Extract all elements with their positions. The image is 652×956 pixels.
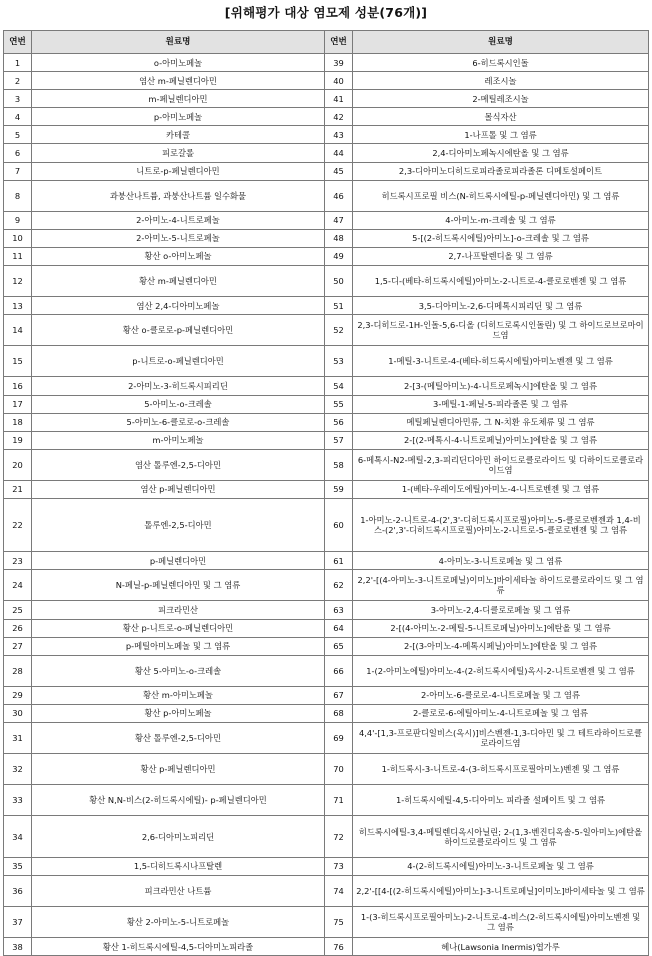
ingredient-name-right: 1,5-디-(베타-히드록시에틸)아미노-2-니트로-4-클로로벤젠 및 그 염류 xyxy=(353,266,649,297)
row-number-right: 76 xyxy=(325,938,353,956)
table-row xyxy=(4,266,649,297)
row-number-right: 52 xyxy=(325,315,353,346)
row-number-left: 20 xyxy=(4,449,32,480)
ingredient-name-right: 2-클로로-6-에틸아미노-4-니트로페놀 및 그 염류 xyxy=(353,704,649,722)
row-number-right: 43 xyxy=(325,126,353,144)
row-number-right: 55 xyxy=(325,395,353,413)
ingredient-name-right: 2-[(2-메톡시-4-니트로페닐)아미노]에탄올 및 그 염류 xyxy=(353,431,649,449)
ingredient-name-right: 2,3-디아미노디히드로피라졸로피라졸론 디메토설페이트 xyxy=(353,162,649,180)
ingredient-name-right: 2,2'-[[4-[(2-히드록시에틸)아미노]-3-니트로페닐]이미노]바이세타놀 및 그 염류 xyxy=(353,875,649,906)
ingredient-name-left: 2-아미노-5-니트로페놀 xyxy=(32,229,325,247)
row-number-right: 62 xyxy=(325,570,353,601)
ingredient-name-left: 1,5-디히드록시나프탈렌 xyxy=(32,857,325,875)
ingredient-name-right: 6-메톡시-N2-메틸-2,3-피리딘디아민 하이드로클로라이드 및 디하이드로클로라이드염 xyxy=(353,449,649,480)
ingredient-name-left: 염산 p-페닐렌디아민 xyxy=(32,480,325,498)
ingredient-name-left: 피로갈롤 xyxy=(32,144,325,162)
ingredient-name-right: 2-아미노-6-클로로-4-니트로페놀 및 그 염류 xyxy=(353,686,649,704)
row-number-right: 68 xyxy=(325,704,353,722)
ingredient-name-right: 4-아미노-3-니트로페놀 및 그 염류 xyxy=(353,552,649,570)
row-number-right: 42 xyxy=(325,108,353,126)
ingredient-name-left: o-아미노페놀 xyxy=(32,54,325,72)
ingredient-name-right: 1-(2-아미노에틸)아미노-4-(2-히드록시에틸)옥시-2-니트로벤젠 및 그 염류 xyxy=(353,655,649,686)
table-row xyxy=(4,570,649,601)
table-row xyxy=(4,723,649,754)
row-number-right: 58 xyxy=(325,449,353,480)
row-number-right: 54 xyxy=(325,377,353,395)
ingredient-name-right: 2,2'-[(4-아미노-3-니트로페닐)이미노]바이세타놀 하이드로클로라이드 및 그 염류 xyxy=(353,570,649,601)
header-no-right: 연번 xyxy=(325,31,353,54)
row-number-left: 25 xyxy=(4,601,32,619)
row-number-right: 73 xyxy=(325,857,353,875)
row-number-left: 21 xyxy=(4,480,32,498)
ingredient-name-right: 메틸페닐렌디아민류, 그 N-치환 유도체류 및 그 염류 xyxy=(353,413,649,431)
ingredient-name-left: 2-아미노-4-니트로페놀 xyxy=(32,211,325,229)
ingredient-name-left: 황산 1-히드록시에틸-4,5-디아미노피라졸 xyxy=(32,938,325,956)
row-number-right: 47 xyxy=(325,211,353,229)
ingredient-name-left: 5-아미노-6-클로로-o-크레솔 xyxy=(32,413,325,431)
table-row xyxy=(4,297,649,315)
ingredient-name-right: 1-메틸-3-니트로-4-(베타-히드록시에틸)아미노벤젠 및 그 염류 xyxy=(353,346,649,377)
row-number-left: 17 xyxy=(4,395,32,413)
table-row xyxy=(4,229,649,247)
ingredient-name-left: 황산 m-아미노페놀 xyxy=(32,686,325,704)
ingredient-name-right: 히드록시에틸-3,4-메틸렌디옥시아닐린; 2-(1,3-벤진디옥솔-5-일아미노)에탄올 하이드로클로라이드 및 그 염류 xyxy=(353,816,649,858)
ingredient-name-left: 염산 톨루엔-2,5-디아민 xyxy=(32,449,325,480)
ingredient-name-left: 톨루엔-2,5-디아민 xyxy=(32,498,325,551)
row-number-left: 19 xyxy=(4,431,32,449)
table-row xyxy=(4,211,649,229)
row-number-left: 15 xyxy=(4,346,32,377)
row-number-left: 16 xyxy=(4,377,32,395)
row-number-left: 9 xyxy=(4,211,32,229)
ingredient-name-left: m-아미노페놀 xyxy=(32,431,325,449)
table-row xyxy=(4,346,649,377)
document-title: [위해평가 대상 염모제 성분(76개)] xyxy=(224,5,428,20)
row-number-left: 14 xyxy=(4,315,32,346)
ingredient-name-left: 니트로-p-페닐렌디아민 xyxy=(32,162,325,180)
table-row xyxy=(4,686,649,704)
row-number-right: 40 xyxy=(325,72,353,90)
table-row xyxy=(4,54,649,72)
table-row xyxy=(4,144,649,162)
ingredient-name-left: 황산 2-아미노-5-니트로페놀 xyxy=(32,906,325,937)
ingredient-name-left: 2,6-디아미노피리딘 xyxy=(32,816,325,858)
row-number-left: 10 xyxy=(4,229,32,247)
table-row xyxy=(4,72,649,90)
row-number-left: 4 xyxy=(4,108,32,126)
ingredient-name-right: 헤나(Lawsonia Inermis)엽가루 xyxy=(353,938,649,956)
row-number-right: 63 xyxy=(325,601,353,619)
row-number-right: 74 xyxy=(325,875,353,906)
ingredient-name-right: 2,4-디아미노페녹시에탄올 및 그 염류 xyxy=(353,144,649,162)
row-number-left: 11 xyxy=(4,247,32,265)
table-row xyxy=(4,938,649,956)
ingredient-name-left: 카테콜 xyxy=(32,126,325,144)
row-number-left: 32 xyxy=(4,754,32,785)
row-number-right: 75 xyxy=(325,906,353,937)
ingredient-name-left: 황산 p-아미노페놀 xyxy=(32,704,325,722)
row-number-left: 22 xyxy=(4,498,32,551)
row-number-left: 8 xyxy=(4,180,32,211)
ingredient-name-left: 피크라민산 xyxy=(32,601,325,619)
ingredient-name-right: 6-히드록시인돌 xyxy=(353,54,649,72)
ingredient-name-right: 1-(3-히드록시프로필아미노)-2-니트로-4-비스(2-히드록시에틸)아미노벤젠 및 그 염류 xyxy=(353,906,649,937)
ingredient-name-left: 염산 m-페닐렌디아민 xyxy=(32,72,325,90)
row-number-right: 41 xyxy=(325,90,353,108)
table-body xyxy=(4,54,649,956)
ingredient-name-right: 레조시놀 xyxy=(353,72,649,90)
table-row xyxy=(4,704,649,722)
row-number-right: 70 xyxy=(325,754,353,785)
ingredient-name-left: 2-아미노-3-히드록시피리딘 xyxy=(32,377,325,395)
row-number-left: 31 xyxy=(4,723,32,754)
header-name-left: 원료명 xyxy=(32,31,325,54)
row-number-right: 50 xyxy=(325,266,353,297)
row-number-left: 34 xyxy=(4,816,32,858)
row-number-left: 23 xyxy=(4,552,32,570)
table-row xyxy=(4,413,649,431)
row-number-right: 71 xyxy=(325,785,353,816)
row-number-right: 53 xyxy=(325,346,353,377)
ingredient-name-left: 5-아미노-o-크레솔 xyxy=(32,395,325,413)
row-number-right: 57 xyxy=(325,431,353,449)
ingredient-name-right: 1-히드록시-3-니트로-4-(3-히드록시프로필아미노)벤젠 및 그 염류 xyxy=(353,754,649,785)
table-row xyxy=(4,655,649,686)
table-row xyxy=(4,90,649,108)
table-row xyxy=(4,126,649,144)
table-row xyxy=(4,754,649,785)
row-number-right: 56 xyxy=(325,413,353,431)
row-number-right: 66 xyxy=(325,655,353,686)
row-number-right: 51 xyxy=(325,297,353,315)
ingredient-name-left: 염산 2,4-디아미노페놀 xyxy=(32,297,325,315)
row-number-right: 69 xyxy=(325,723,353,754)
row-number-right: 45 xyxy=(325,162,353,180)
ingredient-name-left: 황산 m-페닐렌디아민 xyxy=(32,266,325,297)
row-number-right: 64 xyxy=(325,619,353,637)
table-row xyxy=(4,108,649,126)
table-row xyxy=(4,552,649,570)
row-number-left: 3 xyxy=(4,90,32,108)
ingredient-name-left: N-페닐-p-페닐렌디아민 및 그 염류 xyxy=(32,570,325,601)
row-number-left: 13 xyxy=(4,297,32,315)
ingredient-name-right: 1-히드록시에틸-4,5-디아미노 피라졸 설페이트 및 그 염류 xyxy=(353,785,649,816)
ingredient-name-left: 황산 o-클로로-p-페닐렌디아민 xyxy=(32,315,325,346)
row-number-right: 59 xyxy=(325,480,353,498)
ingredient-name-right: 3,5-디아미노-2,6-디메톡시피리딘 및 그 염류 xyxy=(353,297,649,315)
ingredient-name-right: 히드록시프로필 비스(N-히드록시에틸-p-페닐렌디아민) 및 그 염류 xyxy=(353,180,649,211)
row-number-left: 7 xyxy=(4,162,32,180)
row-number-left: 5 xyxy=(4,126,32,144)
ingredient-name-right: 2-[(4-아미노-2-메틸-5-니트로페닐)아미노]에탄올 및 그 염류 xyxy=(353,619,649,637)
ingredient-name-right: 몰식자산 xyxy=(353,108,649,126)
row-number-left: 30 xyxy=(4,704,32,722)
table-row xyxy=(4,315,649,346)
ingredient-name-right: 1-(베타-우레이도에틸)아미노-4-니트로벤젠 및 그 염류 xyxy=(353,480,649,498)
ingredient-name-right: 2-[3-(메틸아미노)-4-니트로페녹시]에탄올 및 그 염류 xyxy=(353,377,649,395)
ingredient-name-left: p-메틸아미노페놀 및 그 염류 xyxy=(32,637,325,655)
table-row xyxy=(4,816,649,858)
table-header-row xyxy=(4,31,649,54)
ingredient-table xyxy=(3,30,649,956)
table-row xyxy=(4,637,649,655)
row-number-right: 39 xyxy=(325,54,353,72)
row-number-right: 72 xyxy=(325,816,353,858)
row-number-left: 26 xyxy=(4,619,32,637)
row-number-right: 61 xyxy=(325,552,353,570)
table-row xyxy=(4,449,649,480)
ingredient-name-left: p-니트로-o-페닐렌디아민 xyxy=(32,346,325,377)
row-number-right: 48 xyxy=(325,229,353,247)
ingredient-name-left: 황산 o-아미노페놀 xyxy=(32,247,325,265)
ingredient-name-left: 황산 톨루엔-2,5-디아민 xyxy=(32,723,325,754)
row-number-right: 65 xyxy=(325,637,353,655)
table-row xyxy=(4,431,649,449)
row-number-right: 67 xyxy=(325,686,353,704)
ingredient-name-left: 황산 N,N-비스(2-히드록시에틸)- p-페닐렌디아민 xyxy=(32,785,325,816)
ingredient-name-left: 과붕산나트륨, 과붕산나트륨 일수화물 xyxy=(32,180,325,211)
row-number-right: 44 xyxy=(325,144,353,162)
ingredient-name-left: 황산 p-페닐렌디아민 xyxy=(32,754,325,785)
ingredient-name-right: 2-메틸레조시놀 xyxy=(353,90,649,108)
table-row xyxy=(4,247,649,265)
row-number-left: 35 xyxy=(4,857,32,875)
table-row xyxy=(4,377,649,395)
table-row xyxy=(4,619,649,637)
row-number-left: 24 xyxy=(4,570,32,601)
ingredient-name-left: m-페닐렌디아민 xyxy=(32,90,325,108)
table-row xyxy=(4,601,649,619)
table-row xyxy=(4,162,649,180)
row-number-left: 1 xyxy=(4,54,32,72)
row-number-right: 60 xyxy=(325,498,353,551)
row-number-left: 36 xyxy=(4,875,32,906)
row-number-left: 29 xyxy=(4,686,32,704)
row-number-left: 28 xyxy=(4,655,32,686)
ingredient-name-right: 4-(2-히드록시에틸)아미노-3-니트로페놀 및 그 염류 xyxy=(353,857,649,875)
ingredient-name-right: 1-나프톨 및 그 염류 xyxy=(353,126,649,144)
ingredient-name-right: 2,3-디히드로-1H-인돌-5,6-디올 (디히드로록시인돌린) 및 그 하이드로브로마이드염 xyxy=(353,315,649,346)
table-row xyxy=(4,906,649,937)
row-number-left: 18 xyxy=(4,413,32,431)
row-number-left: 27 xyxy=(4,637,32,655)
ingredient-name-left: p-아미노페놀 xyxy=(32,108,325,126)
ingredient-name-right: 4-아미노-m-크레솔 및 그 염류 xyxy=(353,211,649,229)
ingredient-name-right: 5-[(2-히드록시에틸)아미노]-o-크레솔 및 그 염류 xyxy=(353,229,649,247)
table-row xyxy=(4,785,649,816)
table-row xyxy=(4,857,649,875)
ingredient-name-right: 2-[(3-아미노-4-메톡시페닐)아미노]에탄올 및 그 염류 xyxy=(353,637,649,655)
ingredient-name-left: 황산 p-니트로-o-페닐렌디아민 xyxy=(32,619,325,637)
table-row xyxy=(4,395,649,413)
ingredient-name-left: 피크라민산 나트륨 xyxy=(32,875,325,906)
ingredient-name-right: 3-아미노-2,4-디클로로페놀 및 그 염류 xyxy=(353,601,649,619)
header-no-left: 연번 xyxy=(4,31,32,54)
row-number-right: 49 xyxy=(325,247,353,265)
row-number-left: 38 xyxy=(4,938,32,956)
ingredient-name-right: 4,4'-[1,3-프로판디일비스(옥시)]비스벤젠-1,3-디아민 및 그 테트라하이드로클로라이드염 xyxy=(353,723,649,754)
row-number-left: 37 xyxy=(4,906,32,937)
row-number-left: 33 xyxy=(4,785,32,816)
header-name-right: 원료명 xyxy=(353,31,649,54)
table-row xyxy=(4,480,649,498)
ingredient-name-left: p-페닐렌디아민 xyxy=(32,552,325,570)
ingredient-name-right: 2,7-나프탈렌디올 및 그 염류 xyxy=(353,247,649,265)
row-number-left: 6 xyxy=(4,144,32,162)
ingredient-name-right: 1-아미노-2-니트로-4-(2',3'-디히드록시프로필)아미노-5-클로로벤젠과 1,4-비스-(2',3'-디히드록시프로필)아미노-2-니트로-5-클로로벤젠 및 그 염류 xyxy=(353,498,649,551)
row-number-left: 2 xyxy=(4,72,32,90)
ingredient-name-right: 3-메틸-1-페닐-5-피라졸론 및 그 염류 xyxy=(353,395,649,413)
ingredient-name-left: 황산 5-아미노-o-크레솔 xyxy=(32,655,325,686)
row-number-right: 46 xyxy=(325,180,353,211)
table-row xyxy=(4,180,649,211)
table-row xyxy=(4,498,649,551)
row-number-left: 12 xyxy=(4,266,32,297)
table-row xyxy=(4,875,649,906)
